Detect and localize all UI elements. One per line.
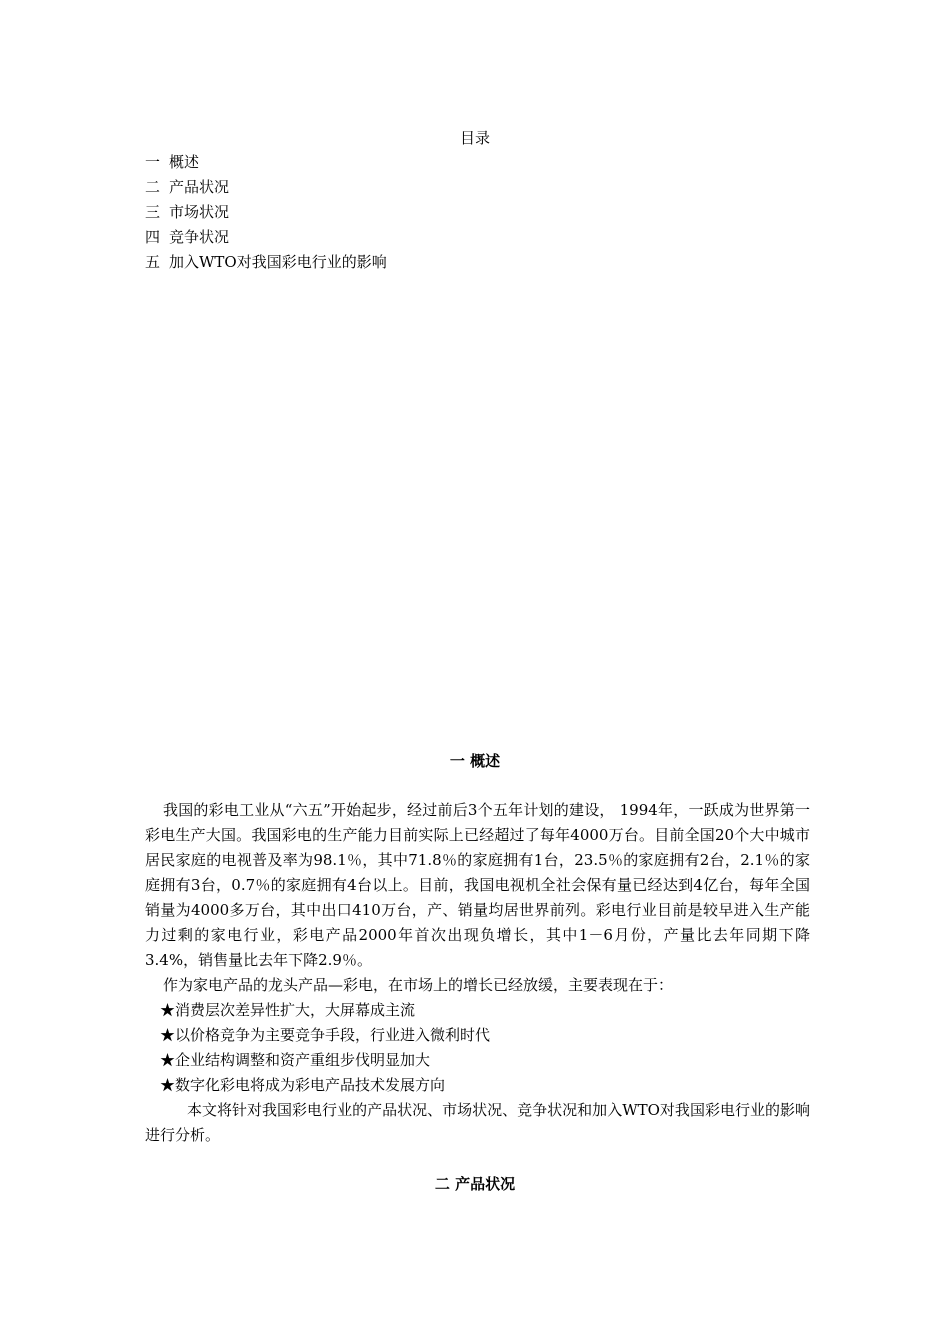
toc-item <box>145 151 387 176</box>
toc-item <box>145 201 387 226</box>
overview-intro-sentence: 作为家电产品的龙头产品—彩电，在市场上的增长已经放缓，主要表现在于： <box>163 976 674 994</box>
toc-item <box>145 176 387 201</box>
table-of-contents <box>145 151 387 276</box>
toc-title: 目录 <box>459 129 490 147</box>
toc-item-label: 加入WTO对我国彩电行业的影响 <box>169 253 387 271</box>
toc-item-label: 产品状况 <box>169 178 230 196</box>
section-heading-product-status: 二 产品状况 <box>434 1175 516 1193</box>
bullet-item: ★消费层次差异性扩大，大屏幕成主流 <box>160 1001 416 1019</box>
toc-item-number: 四 <box>145 228 161 246</box>
bullet-item: ★以价格竞争为主要竞争手段，行业进入微利时代 <box>160 1026 491 1044</box>
toc-item <box>145 251 387 276</box>
toc-item-label: 竞争状况 <box>169 228 230 246</box>
toc-item-number: 一 <box>145 153 161 171</box>
toc-item-label: 概述 <box>169 153 200 171</box>
toc-item-number: 二 <box>145 178 161 196</box>
section-heading-overview: 一 概述 <box>449 752 501 770</box>
bullet-item: ★企业结构调整和资产重组步伐明显加大 <box>160 1051 431 1069</box>
overview-paragraph: 我国的彩电工业从“六五”开始起步，经过前后3个五年计划的建设， 1994年，一跃成为世界第一彩电生产大国。我国彩电的生产能力目前实际上已经超过了每年4000万台。目前全国20个大中城市居民家庭的电视普及率为98.1％，其中71.8％的家庭拥有1台，23.5％的家庭拥有2台，2.1％的家庭拥有3台，0.7％的家庭拥有4台以上。目前，我国电视机全社会保有量已经达到4亿台，每年全国销量为4000多万台，其中出口410万台，产、销量均居世界前列。彩电行业目前是较早进入生产能力过剩的家电行业，彩电产品2000年首次出现负增长，其中1－6月份，产量比去年同期下降3.4%，销售量比去年下降2.9％。 <box>145 801 810 969</box>
trend-bullet-list <box>160 998 490 1098</box>
toc-item-label: 市场状况 <box>169 203 230 221</box>
overview-summary-paragraph: 本文将针对我国彩电行业的产品状况、市场状况、竞争状况和加入WTO对我国彩电行业的影响进行分析。 <box>145 1101 810 1144</box>
toc-item <box>145 226 387 251</box>
toc-item-number: 五 <box>145 253 161 271</box>
bullet-item: ★数字化彩电将成为彩电产品技术发展方向 <box>160 1076 446 1094</box>
toc-item-number: 三 <box>145 203 161 221</box>
